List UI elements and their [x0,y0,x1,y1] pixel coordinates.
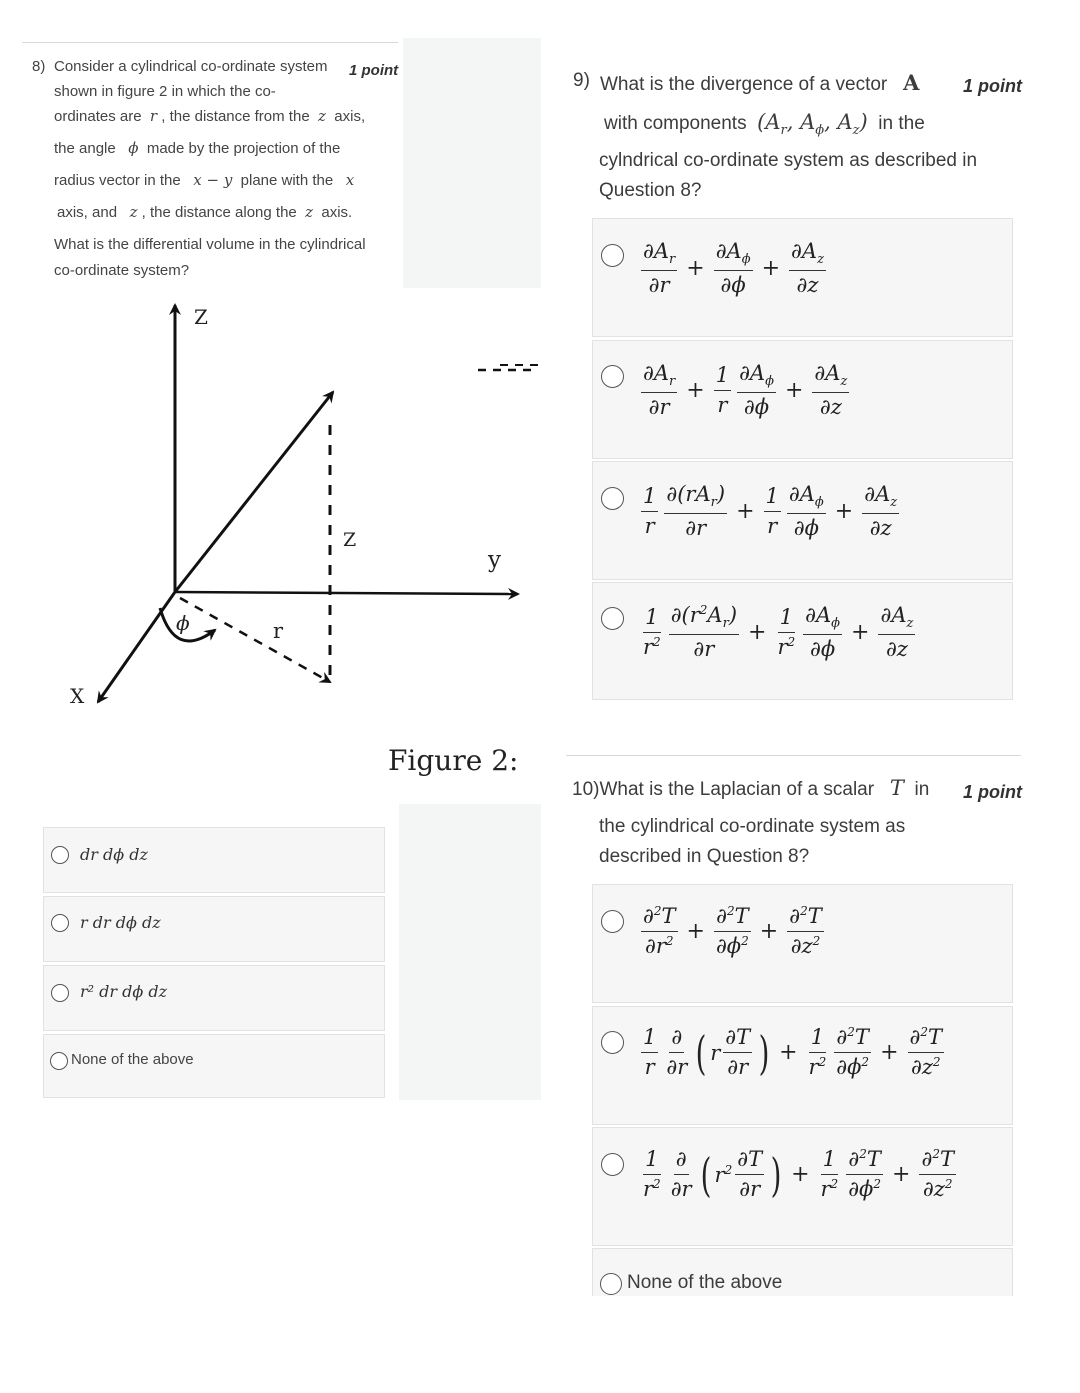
position-vector [175,392,333,592]
q9-option-3-formula: $\frac{1}{r}$ $\frac{\partial(rA_r)}{\partial r}$ + $\frac{1}{r}$ $\frac{\partial A_\phi}{\partial\phi}$ + $\frac{\partial A_z}{\partial z}$ [643,482,898,541]
label-y: y [488,547,501,573]
q8-line4: the angle ϕ made by the projection of the [54,139,341,157]
q8-option-1-label: dr dϕ dz [80,845,148,864]
q8-option-3-radio[interactable] [51,984,69,1002]
q9-option-1-formula: $\frac{\partial A_r}{\partial r}$ + $\frac{\partial A_\phi}{\partial\phi}$ + $\frac{\partial A_z}{\partial z}$ [643,239,824,298]
q8-option-3-label: r² dr dϕ dz [80,982,168,1001]
label-z-small: Z [343,529,357,551]
q8-option-4-label: None of the above [71,1051,194,1068]
q9-line2: with components ($A_r$, $A_\phi$, $A_z$) in the [604,110,925,139]
q8-right-panel [399,804,541,1100]
label-z: Z [194,305,208,329]
q8-option-4-radio[interactable] [50,1052,68,1070]
q8-points: 1 point [349,62,399,79]
figure-2-diagram [0,290,560,740]
q8-line6: axis, and z , the distance along the z axis. [57,203,353,221]
figure-caption: Figure 2: [388,744,519,777]
q10-option-2-radio[interactable] [601,1031,624,1054]
q10-option-2-formula: $\frac{1}{r}$ $\frac{\partial}{\partial r}$ ( r $\frac{\partial T}{\partial r}$ ) + $\frac{1}{r^2}$ $\frac{\partial^2T}{\partial\phi^2}$ + $\frac{\partial^2T}{\partial z^2}$ [643,1025,943,1080]
r-projection-dashed [180,598,330,682]
q9-line1: What is the divergence of a vector A [600,70,920,95]
q8-option-1-radio[interactable] [51,846,69,864]
q10-option-1-formula: $\frac{\partial^2T}{\partial r^2}$ + $\frac{\partial^2T}{\partial\phi^2}$ + $\frac{\partial^2T}{\partial z^2}$ [643,904,822,959]
q9-line4: Question 8? [599,180,702,201]
q9-number: 9) [573,70,590,91]
q9-option-2-formula: $\frac{\partial A_r}{\partial r}$ + $\frac{1}{r}$ $\frac{\partial A_\phi}{\partial\phi}$ + $\frac{\partial A_z}{\partial z}$ [643,361,848,420]
q9-option-3-radio[interactable] [601,487,624,510]
q8-option-2-radio[interactable] [51,914,69,932]
q9-points: 1 point [963,76,1022,96]
label-x: X [70,684,85,708]
q9-line3: cylndrical co-ordinate system as described in [599,150,978,171]
q9-option-4-formula: $\frac{1}{r^2}$ $\frac{\partial(r^2A_r)}{\partial r}$ + $\frac{1}{r^2}$ $\frac{\partial A_\phi}{\partial\phi}$ + $\frac{\partial A_z}{\partial z}$ [643,603,914,662]
q10-option-3-radio[interactable] [601,1153,624,1176]
q9-option-1-radio[interactable] [601,244,624,267]
x-axis [98,592,175,702]
q8-line5: radius vector in the x − y plane with the x [54,171,355,189]
q10-line3: described in Question 8? [599,846,810,867]
q8-line2: shown in figure 2 in which the co- [54,83,276,100]
label-phi: ϕ [176,611,190,635]
q10-points: 1 point [963,782,1022,802]
q10-option-4-label: None of the above [627,1272,783,1293]
q10-option-3-formula: $\frac{1}{r^2}$ $\frac{\partial}{\partial r}$ ( $r^2$ $\frac{\partial T}{\partial r}$ ) + $\frac{1}{r^2}$ $\frac{\partial^2T}{\partial\phi^2}$ + $\frac{\partial^2T}{\partial z^2}$ [643,1147,954,1202]
q8-line3: ordinates are r , the distance from the z axis, [54,107,366,125]
y-axis [175,592,518,594]
q8-number: 8) [32,58,46,75]
q8-line8: co-ordinate system? [54,262,190,279]
q10-line2: the cylindrical co-ordinate system as [599,816,906,837]
label-r: r [273,619,284,643]
q10-line1: 10)What is the Laplacian of a scalar T in [572,776,930,800]
q9-option-4-radio[interactable] [601,607,624,630]
q8-line1: Consider a cylindrical co-ordinate system [54,58,328,75]
q8-line7: What is the differential volume in the cylindrical [54,236,366,253]
q8-side-panel [403,38,541,288]
q9-option-2-radio[interactable] [601,365,624,388]
q10-option-1-radio[interactable] [601,910,624,933]
q10-option-4-radio[interactable] [600,1273,622,1295]
q8-option-2-label: r dr dϕ dz [80,913,161,932]
